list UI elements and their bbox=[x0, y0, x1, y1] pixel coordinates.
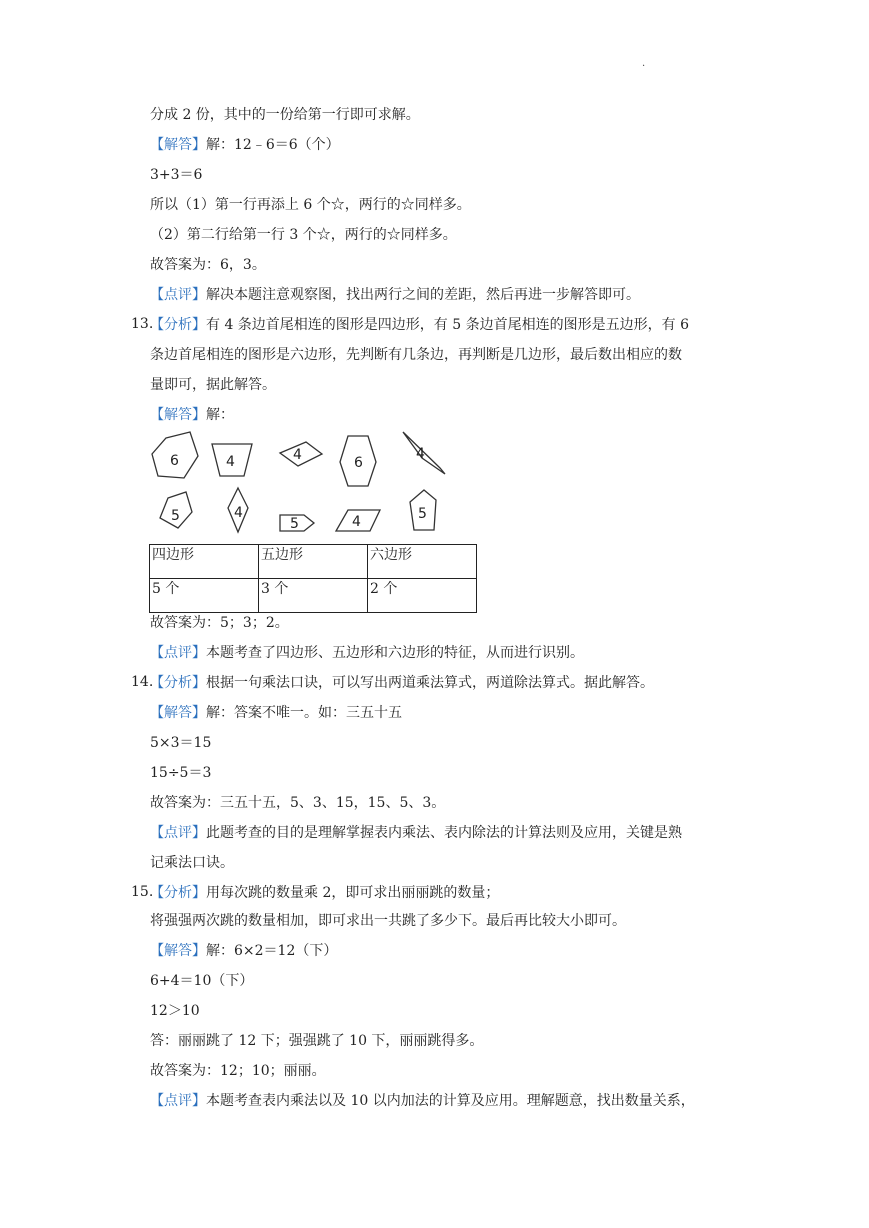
answer-tag: 【解答】 bbox=[150, 137, 206, 153]
answer-line: 【解答】解：12﹣6＝6（个） bbox=[150, 137, 340, 153]
shape-side-count: 6 bbox=[170, 453, 179, 469]
analysis-line: 将强强两次跳的数量相加，即可求出一共跳了多少下。最后再比较大小即可。 bbox=[150, 913, 626, 929]
review-line: 【点评】解决本题注意观察图，找出两行之间的差距，然后再进一步解答即可。 bbox=[150, 287, 640, 303]
final-answer: 故答案为：5；3；2。 bbox=[150, 615, 289, 631]
analysis-line: 【分析】根据一句乘法口诀，可以写出两道乘法算式，两道除法算式。据此解答。 bbox=[150, 675, 654, 691]
final-answer: 故答案为：12；10；丽丽。 bbox=[150, 1063, 326, 1079]
shape-side-count: 4 bbox=[416, 446, 425, 462]
table-cell: 3 个 bbox=[259, 579, 368, 613]
shape-side-count: 6 bbox=[354, 455, 363, 471]
review-line: 【点评】此题考查的目的是理解掌握表内乘法、表内除法的计算法则及应用，关键是熟 bbox=[150, 825, 682, 841]
answer-line: 【解答】解：6×2＝12（下） bbox=[150, 943, 338, 959]
table-cell: 2 个 bbox=[368, 579, 477, 613]
analysis-line: 条边首尾相连的图形是六边形，先判断有几条边，再判断是几边形，最后数出相应的数 bbox=[150, 347, 682, 363]
text-line: （2）第二行给第一行 3 个☆，两行的☆同样多。 bbox=[150, 227, 457, 243]
reply-line: 答：丽丽跳了 12 下；强强跳了 10 下，丽丽跳得多。 bbox=[150, 1033, 484, 1049]
shape-side-count: 5 bbox=[290, 516, 299, 532]
answer-line: 【解答】解：答案不唯一。如：三五十五 bbox=[150, 705, 402, 721]
answer-tag: 【解答】 bbox=[150, 705, 206, 721]
analysis-line: 【分析】用每次跳的数量乘 2，即可求出丽丽跳的数量； bbox=[150, 885, 500, 901]
header-mark: . bbox=[642, 58, 646, 69]
question-number: 14. bbox=[131, 674, 154, 690]
text-line: 所以（1）第一行再添上 6 个☆，两行的☆同样多。 bbox=[150, 197, 471, 213]
polygon-figure bbox=[148, 428, 458, 538]
review-line: 【点评】本题考查表内乘法以及 10 以内加法的计算及应用。理解题意，找出数量关系， bbox=[150, 1093, 695, 1109]
shape-side-count: 5 bbox=[171, 508, 180, 524]
analysis-tag: 【分析】 bbox=[150, 317, 206, 333]
question-number: 13. bbox=[131, 316, 154, 332]
review-tag: 【点评】 bbox=[150, 1093, 206, 1109]
shape-side-count: 4 bbox=[226, 454, 235, 470]
review-line: 【点评】本题考查了四边形、五边形和六边形的特征，从而进行识别。 bbox=[150, 645, 584, 661]
result-table bbox=[149, 544, 477, 613]
question-number: 15. bbox=[131, 884, 154, 900]
analysis-line: 【分析】有 4 条边首尾相连的图形是四边形，有 5 条边首尾相连的图形是五边形，有 6 bbox=[150, 317, 689, 333]
equation: 6+4＝10（下） bbox=[150, 973, 254, 989]
table-row bbox=[150, 545, 477, 579]
table-header-cell: 四边形 bbox=[150, 545, 259, 579]
answer-tag: 【解答】 bbox=[150, 943, 206, 959]
answer-tag: 【解答】 bbox=[150, 407, 206, 423]
analysis-tag: 【分析】 bbox=[150, 885, 206, 901]
review-tag: 【点评】 bbox=[150, 825, 206, 841]
review-line: 记乘法口诀。 bbox=[150, 855, 234, 871]
review-tag: 【点评】 bbox=[150, 645, 206, 661]
table-header-cell: 五边形 bbox=[259, 545, 368, 579]
shape-side-count: 4 bbox=[234, 505, 243, 521]
review-tag: 【点评】 bbox=[150, 287, 206, 303]
equation: 5×3＝15 bbox=[150, 735, 212, 751]
answer-line: 【解答】解： bbox=[150, 407, 234, 423]
final-answer: 故答案为：三五十五，5、3、15，15、5、3。 bbox=[150, 795, 446, 811]
equation: 12＞10 bbox=[150, 1003, 200, 1019]
analysis-line: 量即可，据此解答。 bbox=[150, 377, 276, 393]
analysis-tag: 【分析】 bbox=[150, 675, 206, 691]
shape-side-count: 4 bbox=[293, 447, 302, 463]
table-cell: 5 个 bbox=[150, 579, 259, 613]
table-header-cell: 六边形 bbox=[368, 545, 477, 579]
equation: 15÷5＝3 bbox=[150, 765, 212, 781]
shape-side-count: 4 bbox=[352, 514, 361, 530]
shape-side-count: 5 bbox=[418, 506, 427, 522]
final-answer: 故答案为：6，3。 bbox=[150, 257, 266, 273]
text-line: 分成 2 份，其中的一份给第一行即可求解。 bbox=[150, 107, 420, 123]
equation: 3+3＝6 bbox=[150, 167, 203, 183]
table-row bbox=[150, 579, 477, 613]
